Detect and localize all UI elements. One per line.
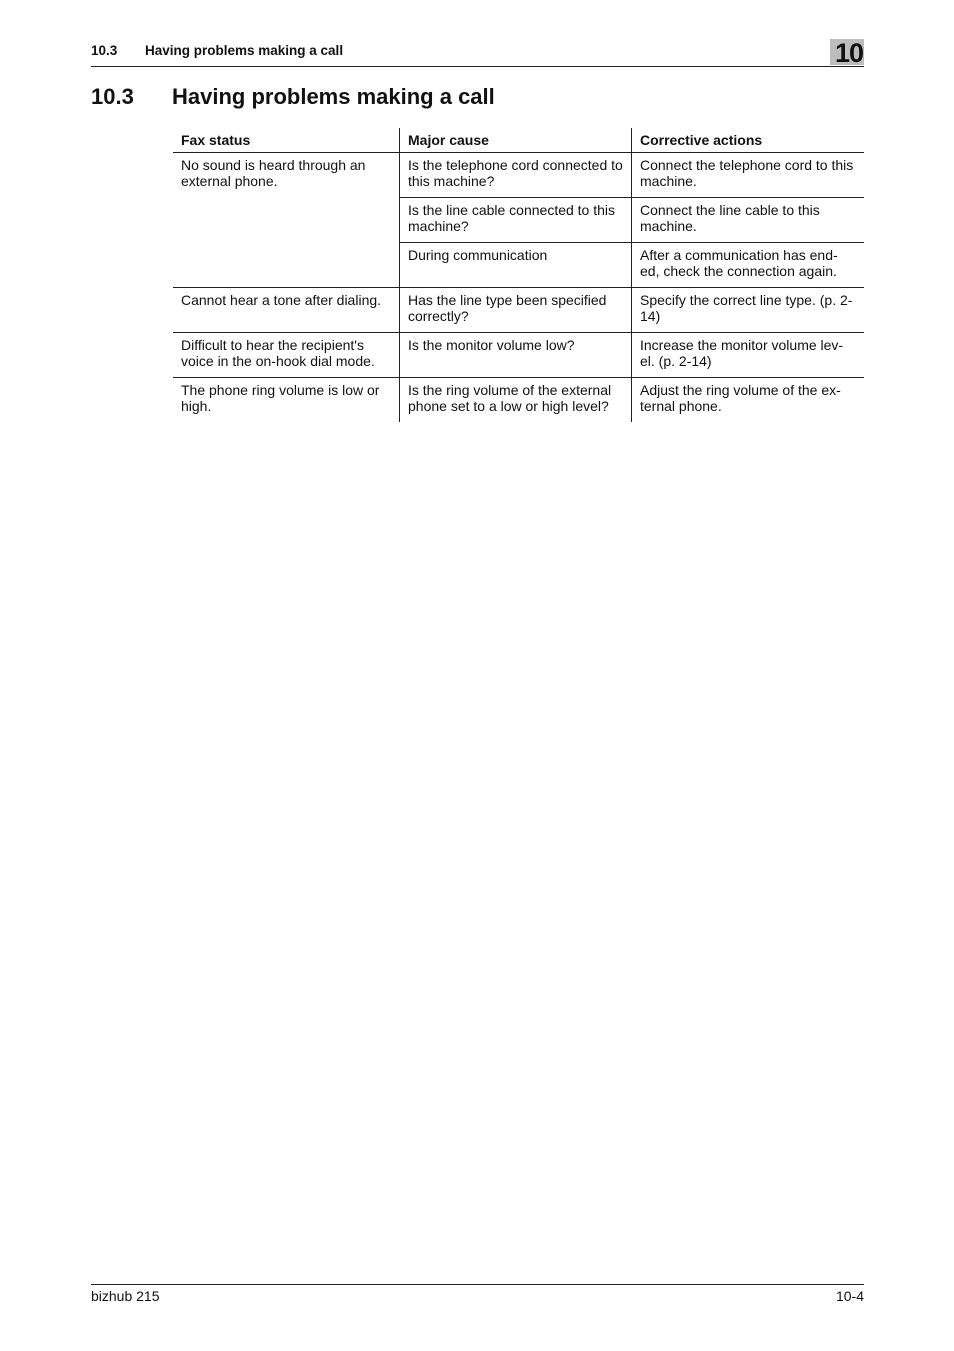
fax-status-cell: No sound is heard through an external phone. xyxy=(173,153,400,288)
major-cause-cell: Is the line cable connected to this machine? xyxy=(400,198,632,243)
footer-page-number: 10-4 xyxy=(835,1288,864,1304)
table-row xyxy=(173,288,864,333)
fax-status-cell: Cannot hear a tone after dialing. xyxy=(173,288,400,333)
fax-status-cell: The phone ring volume is low or high. xyxy=(181,382,380,414)
section-title-number: 10.3 xyxy=(91,84,134,109)
corrective-action-cell: Adjust the ring volume of the ex-ternal phone. xyxy=(632,378,865,423)
major-cause-cell: During communication xyxy=(400,243,632,288)
major-cause-cell: Is the telephone cord connected to this machine? xyxy=(400,153,632,198)
column-header-fax-status: Fax status xyxy=(173,128,400,153)
fax-status-cell: Difficult to hear the recipient's voice in the on-hook dial mode. xyxy=(173,333,400,378)
footer-model: bizhub 215 xyxy=(91,1288,160,1304)
major-cause-cell: Has the line type been specified correctly? xyxy=(400,288,632,333)
column-header-corrective-actions: Corrective actions xyxy=(632,128,865,153)
running-header xyxy=(91,40,864,67)
table-row xyxy=(173,378,864,423)
header-section-number: 10.3 xyxy=(91,43,118,58)
corrective-action-cell: Connect the line cable to this machine. xyxy=(632,198,865,243)
major-cause-cell: Is the monitor volume low? xyxy=(400,333,632,378)
corrective-action-cell: Increase the monitor volume lev-el. (p. 2-14) xyxy=(632,333,865,378)
table-row xyxy=(173,153,864,198)
chapter-tab: 10 xyxy=(830,39,864,65)
corrective-action-cell: Specify the correct line type. (p. 2-14) xyxy=(632,288,865,333)
section-title xyxy=(91,84,495,110)
column-header-major-cause: Major cause xyxy=(400,128,632,153)
major-cause-cell: Is the ring volume of the external phone set to a low or high level? xyxy=(400,378,632,423)
troubleshooting-table xyxy=(173,128,864,422)
table-header-row xyxy=(173,128,864,153)
header-section-title: Having problems making a call xyxy=(145,43,344,58)
section-title-text: Having problems making a call xyxy=(172,84,495,109)
corrective-action-cell: After a communication has end-ed, check the connection again. xyxy=(632,243,865,288)
table-row xyxy=(173,333,864,378)
corrective-action-cell: Connect the telephone cord to this machine. xyxy=(632,153,865,198)
page-footer xyxy=(91,1284,864,1304)
